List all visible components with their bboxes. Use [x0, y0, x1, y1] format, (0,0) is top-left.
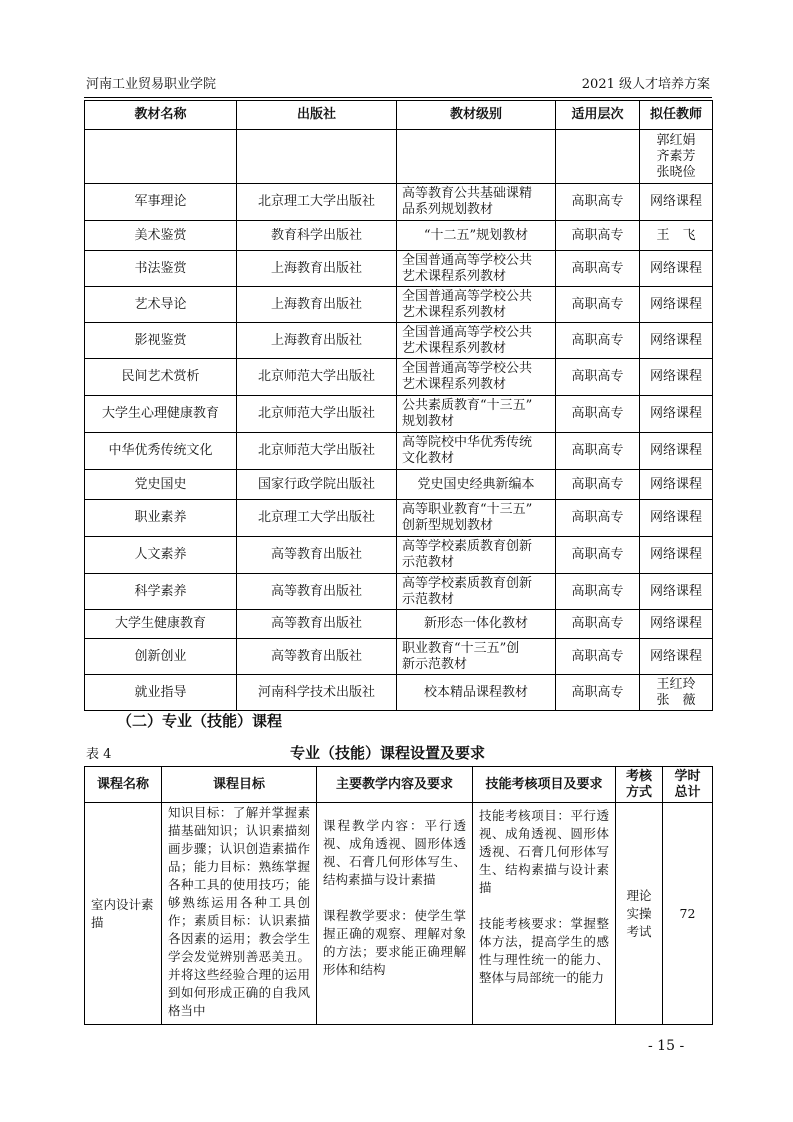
level-cell: 全国普通高等学校公共 艺术课程系列教材	[397, 287, 556, 323]
page-header	[86, 76, 710, 94]
table-row	[85, 184, 713, 221]
teacher-cell: 网络课程	[640, 184, 713, 221]
table-row	[85, 359, 713, 396]
publisher-cell: 上海教育出版社	[237, 287, 397, 323]
course-name-cell: 室内设计素描	[85, 803, 162, 1025]
teacher-cell: 网络课程	[640, 323, 713, 359]
level-cell: 高等学校素质教育创新 示范教材	[397, 537, 556, 574]
level-cell: 全国普通高等学校公共 艺术课程系列教材	[397, 323, 556, 359]
col-header-hours: 学时 总计	[663, 767, 713, 803]
tier-cell: 高职高专	[556, 610, 640, 639]
teacher-cell: 王红玲 张 薇	[640, 675, 713, 711]
teacher-cell: 网络课程	[640, 500, 713, 537]
header-doc-title: 2021 级人才培养方案	[581, 77, 710, 92]
tier-cell: 高职高专	[556, 396, 640, 433]
level-cell: 职业教育“十三五”创 新示范教材	[397, 639, 556, 675]
publisher-cell: 北京师范大学出版社	[237, 396, 397, 433]
teacher-cell: 网络课程	[640, 537, 713, 574]
col-header-level: 教材级别	[397, 101, 556, 130]
textbook-name-cell: 影视鉴赏	[85, 323, 237, 359]
course-content-cell: 课程教学内容：平行透视、成角透视、圆形体透视、石膏几何形体写生、结构素描与设计素描 课程教学要求：使学生掌握正确的观察、理解对象的方法；要求能正确理解形体和结构	[317, 803, 473, 1025]
textbook-name-cell: 中华优秀传统文化	[85, 433, 237, 470]
teacher-cell: 网络课程	[640, 433, 713, 470]
level-cell: 高等学校素质教育创新 示范教材	[397, 574, 556, 610]
tier-cell: 高职高专	[556, 500, 640, 537]
tier-cell: 高职高专	[556, 537, 640, 574]
tier-cell: 高职高专	[556, 639, 640, 675]
textbook-table-header	[85, 101, 713, 130]
publisher-cell: 北京师范大学出版社	[237, 433, 397, 470]
publisher-cell: 高等教育出版社	[237, 639, 397, 675]
col-header-tier: 适用层次	[556, 101, 640, 130]
table-row	[85, 470, 713, 500]
level-cell: 党史国史经典新编本	[397, 470, 556, 500]
publisher-cell: 高等教育出版社	[237, 537, 397, 574]
level-cell: 公共素质教育“十三五” 规划教材	[397, 396, 556, 433]
level-cell: 全国普通高等学校公共 艺术课程系列教材	[397, 359, 556, 396]
table-row	[85, 574, 713, 610]
course-table-header	[85, 767, 713, 803]
table-row	[85, 396, 713, 433]
textbook-name-cell: 艺术导论	[85, 287, 237, 323]
table-row	[85, 803, 713, 1025]
textbook-name-cell: 大学生健康教育	[85, 610, 237, 639]
level-cell: 新形态一体化教材	[397, 610, 556, 639]
tier-cell: 高职高专	[556, 470, 640, 500]
table-row	[85, 500, 713, 537]
level-cell: 高等院校中华优秀传统 文化教材	[397, 433, 556, 470]
level-cell: 高等教育公共基础课精 品系列规划教材	[397, 184, 556, 221]
col-header-teacher: 拟任教师	[640, 101, 713, 130]
tier-cell: 高职高专	[556, 574, 640, 610]
table-row	[85, 287, 713, 323]
table-row-continuation	[85, 130, 713, 184]
publisher-cell: 北京理工大学出版社	[237, 184, 397, 221]
tier-cell: 高职高专	[556, 251, 640, 287]
publisher-cell: 高等教育出版社	[237, 574, 397, 610]
table-row	[85, 323, 713, 359]
textbook-name-cell: 美术鉴赏	[85, 221, 237, 251]
table-label: 表 4	[86, 747, 112, 762]
table-row	[85, 639, 713, 675]
publisher-cell: 上海教育出版社	[237, 251, 397, 287]
table-row	[85, 610, 713, 639]
textbook-name-cell: 就业指导	[85, 675, 237, 711]
table-caption: 专业（技能）课程设置及要求	[290, 744, 486, 762]
method-cell: 理论 实操 考试	[616, 803, 663, 1025]
section-title: （二）专业（技能）课程	[117, 712, 283, 730]
skill-cell: 技能考核项目：平行透视、成角透视、圆形体透视、石膏几何形体写生、结构素描与设计素描 技能考核要求：掌握整体方法，提高学生的感性与理性统一的能力、整体与局部统一的能力	[473, 803, 616, 1025]
teacher-cell: 网络课程	[640, 574, 713, 610]
publisher-cell: 教育科学出版社	[237, 221, 397, 251]
textbook-name-cell: 职业素养	[85, 500, 237, 537]
tier-cell: 高职高专	[556, 675, 640, 711]
table-row	[85, 537, 713, 574]
level-cell: 校本精品课程教材	[397, 675, 556, 711]
teacher-cell: 王 飞	[640, 221, 713, 251]
publisher-cell: 上海教育出版社	[237, 323, 397, 359]
textbook-name-cell: 大学生心理健康教育	[85, 396, 237, 433]
textbook-name-cell: 科学素养	[85, 574, 237, 610]
table-row	[85, 675, 713, 711]
teacher-cell: 网络课程	[640, 287, 713, 323]
textbook-name-cell: 军事理论	[85, 184, 237, 221]
course-goal-cell: 知识目标：了解并掌握素描基础知识；认识素描刻画步骤；认识创造素描作品；能力目标：熟练掌握各种工具的使用技巧；能够熟练运用各种工具创作；素质目标：认识素描各因素的运用；教会学生学会发觉辨别善恶美丑。并将这些经验合理的运用到如何形成正确的自我风格当中	[162, 803, 317, 1025]
col-header-course-goal: 课程目标	[162, 767, 317, 803]
teacher-cell: 网络课程	[640, 639, 713, 675]
textbook-name-cell: 党史国史	[85, 470, 237, 500]
tier-cell: 高职高专	[556, 287, 640, 323]
tier-cell: 高职高专	[556, 221, 640, 251]
teacher-cell: 郭红娟 齐素芳 张晓俭	[640, 130, 713, 184]
tier-cell: 高职高专	[556, 433, 640, 470]
publisher-cell: 国家行政学院出版社	[237, 470, 397, 500]
col-header-skill: 技能考核项目及要求	[473, 767, 616, 803]
page-number: - 15 -	[648, 1038, 685, 1054]
header-school-name: 河南工业贸易职业学院	[86, 77, 217, 92]
level-cell: “十二五”规划教材	[397, 221, 556, 251]
teacher-cell: 网络课程	[640, 359, 713, 396]
tier-cell: 高职高专	[556, 184, 640, 221]
table-row	[85, 433, 713, 470]
table-row	[85, 221, 713, 251]
publisher-cell: 北京理工大学出版社	[237, 500, 397, 537]
level-cell: 全国普通高等学校公共 艺术课程系列教材	[397, 251, 556, 287]
textbook-name-cell: 民间艺术赏析	[85, 359, 237, 396]
col-header-course-name: 课程名称	[85, 767, 162, 803]
teacher-cell: 网络课程	[640, 396, 713, 433]
teacher-cell: 网络课程	[640, 251, 713, 287]
textbook-table	[84, 100, 713, 711]
textbook-name-cell: 人文素养	[85, 537, 237, 574]
publisher-cell: 高等教育出版社	[237, 610, 397, 639]
textbook-name-cell: 创新创业	[85, 639, 237, 675]
publisher-cell: 河南科学技术出版社	[237, 675, 397, 711]
tier-cell: 高职高专	[556, 323, 640, 359]
hours-cell: 72	[663, 803, 713, 1025]
publisher-cell: 北京师范大学出版社	[237, 359, 397, 396]
teacher-cell: 网络课程	[640, 610, 713, 639]
header-rule	[84, 97, 712, 98]
col-header-course-content: 主要教学内容及要求	[317, 767, 473, 803]
col-header-name: 教材名称	[85, 101, 237, 130]
teacher-cell: 网络课程	[640, 470, 713, 500]
course-table	[84, 766, 713, 1025]
textbook-name-cell: 书法鉴赏	[85, 251, 237, 287]
level-cell: 高等职业教育“十三五” 创新型规划教材	[397, 500, 556, 537]
col-header-method: 考核 方式	[616, 767, 663, 803]
table-row	[85, 251, 713, 287]
tier-cell: 高职高专	[556, 359, 640, 396]
col-header-publisher: 出版社	[237, 101, 397, 130]
